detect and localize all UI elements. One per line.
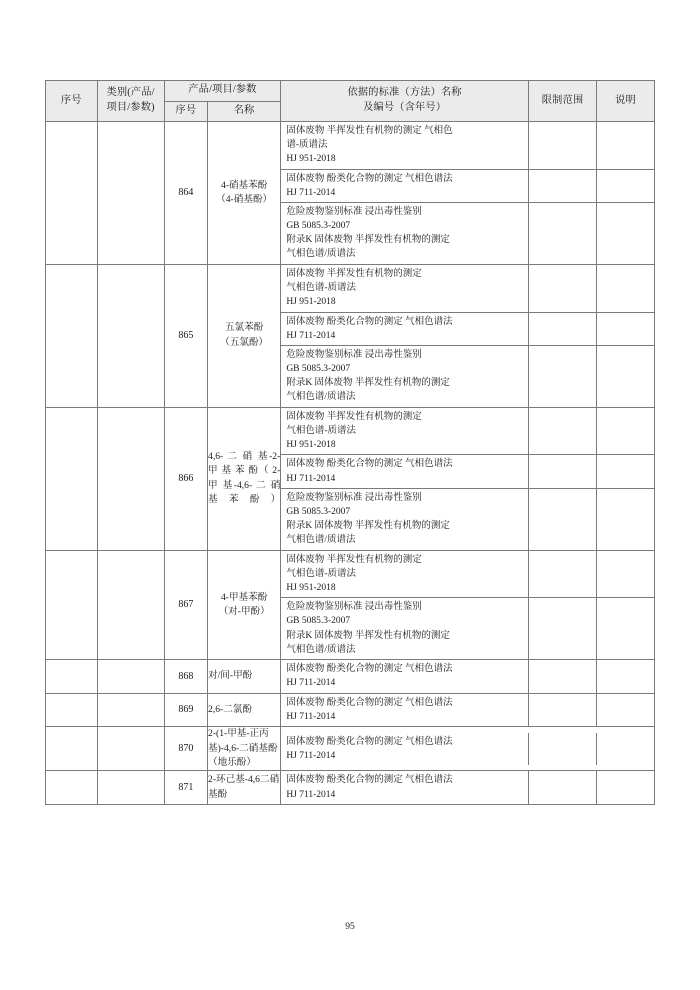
- cell-limit-scope: [528, 771, 596, 804]
- cell-note: [596, 771, 654, 804]
- standard-text-line: 谱-质谱法: [286, 140, 328, 151]
- cell-standards-group: [281, 264, 655, 407]
- standard-text-line: 危险废物鉴别标准 浸出毒性鉴别: [286, 602, 422, 613]
- standard-text-line: 固体废物 半挥发性有机物的测定: [286, 268, 422, 279]
- cell-standard-text: [281, 551, 528, 598]
- table-row: [46, 727, 655, 771]
- cell-standards-group: [281, 407, 655, 550]
- standard-row: [281, 312, 654, 346]
- header-standard: [281, 81, 529, 122]
- cell-limit-scope: [528, 122, 596, 169]
- cell-product-name: 4,6- 二 硝 基-2- 甲 基 苯 酚（ 2- 甲 基-4,6- 二 硝 基苯酚）: [208, 407, 281, 550]
- cell-product-name: 2-环己基-4,6二硝基酚: [208, 771, 281, 805]
- page-number: 95: [345, 922, 355, 932]
- standard-row: [281, 771, 654, 804]
- standard-text-line: 固体废物 酚类化合物的测定 气相色谱法: [286, 459, 453, 470]
- table-row: [46, 264, 655, 407]
- standard-text-line: 气相色谱/质谱法: [286, 535, 356, 546]
- cell-product-seq: 868: [164, 660, 207, 694]
- cell-limit-scope: [528, 265, 596, 312]
- standard-text-line: HJ 711-2014: [286, 711, 336, 722]
- header-note: 说明: [597, 81, 655, 122]
- cell-standard-text: [281, 455, 528, 489]
- standard-text-line: 固体废物 酚类化合物的测定 气相色谱法: [286, 316, 453, 327]
- cell-category: [97, 550, 164, 659]
- cell-standard-text: [281, 265, 528, 312]
- standard-text-line: 固体废物 酚类化合物的测定 气相色谱法: [286, 173, 453, 184]
- product-name-line: （对-甲酚）: [218, 605, 270, 617]
- standard-text-line: 气相色谱/质谱法: [286, 249, 356, 260]
- header-category-line1: 类别(产品/: [106, 87, 155, 99]
- cell-standard-text: [281, 598, 528, 659]
- cell-standards-group: [281, 550, 655, 659]
- cell-product-seq: 871: [164, 771, 207, 805]
- cell-product-name: 2,6-二氯酚: [208, 693, 281, 727]
- standard-text-line: 气相色谱-质谱法: [286, 568, 356, 579]
- standard-text-line: 危险废物鉴别标准 浸出毒性鉴别: [286, 493, 422, 504]
- standards-subtable: [281, 660, 654, 693]
- cell-limit-scope: [528, 455, 596, 489]
- cell-product-seq: 867: [164, 550, 207, 659]
- product-name-line: （4-硝基酚）: [216, 193, 273, 205]
- standard-text-line: 附录K 固体废物 半挥发性有机物的测定: [286, 630, 450, 641]
- cell-note: [596, 551, 654, 598]
- cell-seq: [46, 264, 98, 407]
- cell-standards-group: [281, 122, 655, 265]
- cell-standards-group: [281, 727, 655, 771]
- cell-seq: [46, 771, 98, 805]
- standard-row: [281, 346, 654, 407]
- cell-note: [596, 346, 654, 407]
- standard-row: [281, 169, 654, 203]
- standard-text-line: HJ 951-2018: [286, 297, 336, 308]
- product-name-line: 4-硝基苯酚: [220, 179, 268, 191]
- cell-standard-text: [281, 169, 528, 203]
- cell-seq: [46, 122, 98, 265]
- cell-standards-group: [281, 660, 655, 694]
- header-product-name: 名称: [208, 101, 281, 122]
- table-header-row: [46, 81, 655, 102]
- standard-text-line: GB 5085.3-2007: [286, 507, 351, 518]
- cell-product-seq: 864: [164, 122, 207, 265]
- cell-note: [596, 598, 654, 659]
- cell-standard-text: [281, 771, 528, 804]
- cell-standard-text: [281, 489, 528, 550]
- header-limit-scope: 限制范围: [529, 81, 597, 122]
- cell-standard-text: [281, 733, 528, 766]
- cell-limit-scope: [528, 551, 596, 598]
- cell-product-name: [208, 550, 281, 659]
- standard-text-line: HJ 711-2014: [286, 789, 336, 800]
- cell-standards-group: [281, 771, 655, 805]
- standards-table: [45, 80, 655, 805]
- standard-text-line: 气相色谱-质谱法: [286, 282, 356, 293]
- cell-standard-text: [281, 346, 528, 407]
- table-row: [46, 771, 655, 805]
- cell-limit-scope: [528, 312, 596, 346]
- cell-note: [596, 455, 654, 489]
- cell-standards-group: [281, 693, 655, 727]
- cell-limit-scope: [528, 660, 596, 693]
- standard-text-line: HJ 711-2014: [286, 678, 336, 689]
- cell-standard-text: [281, 122, 528, 169]
- cell-category: [97, 122, 164, 265]
- cell-note: [596, 408, 654, 455]
- standard-text-line: 危险废物鉴别标准 浸出毒性鉴别: [286, 207, 422, 218]
- product-name-line: 五氯苯酚: [224, 322, 264, 334]
- standard-text-line: 固体废物 酚类化合物的测定 气相色谱法: [286, 775, 453, 786]
- standard-text-line: GB 5085.3-2007: [286, 364, 351, 375]
- standards-subtable: [281, 408, 654, 550]
- standard-text-line: 固体废物 酚类化合物的测定 气相色谱法: [286, 664, 453, 675]
- cell-note: [596, 265, 654, 312]
- cell-note: [596, 169, 654, 203]
- standard-row: [281, 122, 654, 169]
- standard-text-line: 气相色谱/质谱法: [286, 392, 356, 403]
- standards-subtable: [281, 122, 654, 264]
- cell-seq: [46, 407, 98, 550]
- standard-text-line: 固体废物 半挥发性有机物的测定: [286, 554, 422, 565]
- cell-category: [97, 693, 164, 727]
- standard-text-line: 附录K 固体废物 半挥发性有机物的测定: [286, 378, 450, 389]
- standard-row: [281, 455, 654, 489]
- table-row: [46, 660, 655, 694]
- header-standard-line1: 依据的标准（方法）名称: [347, 87, 462, 99]
- cell-limit-scope: [528, 489, 596, 550]
- cell-standard-text: [281, 312, 528, 346]
- header-category: [97, 81, 164, 122]
- standard-text-line: HJ 951-2018: [286, 439, 336, 450]
- cell-category: [97, 727, 164, 771]
- cell-note: [596, 694, 654, 727]
- cell-seq: [46, 693, 98, 727]
- standards-subtable: [281, 551, 654, 659]
- standard-row: [281, 489, 654, 550]
- cell-standard-text: [281, 660, 528, 693]
- standard-text-line: HJ 951-2018: [286, 154, 336, 165]
- header-product-group: 产品/项目/参数: [164, 81, 281, 102]
- cell-note: [596, 312, 654, 346]
- cell-note: [596, 489, 654, 550]
- header-product-seq: 序号: [164, 101, 207, 122]
- cell-category: [97, 771, 164, 805]
- cell-note: [596, 733, 654, 766]
- standard-text-line: 固体废物 半挥发性有机物的测定 气相色: [286, 126, 453, 136]
- standards-subtable: [281, 771, 654, 804]
- table-row: [46, 407, 655, 550]
- standard-row: [281, 408, 654, 455]
- table-row: [46, 122, 655, 265]
- cell-product-name: [208, 122, 281, 265]
- standard-text-line: 气相色谱/质谱法: [286, 644, 356, 655]
- table-body: [46, 122, 655, 805]
- cell-category: [97, 264, 164, 407]
- header-category-line2: 项目/参数): [106, 102, 155, 113]
- cell-note: [596, 122, 654, 169]
- cell-product-name: 对/间-甲酚: [208, 660, 281, 694]
- standard-row: [281, 551, 654, 598]
- cell-seq: [46, 727, 98, 771]
- cell-seq: [46, 550, 98, 659]
- standards-subtable: [281, 733, 654, 766]
- cell-product-name: [208, 264, 281, 407]
- cell-limit-scope: [528, 694, 596, 727]
- cell-product-seq: 866: [164, 407, 207, 550]
- cell-note: [596, 203, 654, 264]
- cell-standard-text: [281, 408, 528, 455]
- standard-text-line: 固体废物 酚类化合物的测定 气相色谱法: [286, 736, 453, 747]
- standard-row: [281, 694, 654, 727]
- cell-limit-scope: [528, 408, 596, 455]
- cell-product-seq: 870: [164, 727, 207, 771]
- cell-category: [97, 660, 164, 694]
- product-name-line: （五氯酚）: [220, 336, 269, 348]
- standard-text-line: 附录K 固体废物 半挥发性有机物的测定: [286, 235, 450, 246]
- standard-row: [281, 265, 654, 312]
- standard-text-line: GB 5085.3-2007: [286, 616, 351, 627]
- header-standard-line2: 及编号（含年号）: [363, 102, 447, 113]
- standard-text-line: HJ 711-2014: [286, 473, 336, 484]
- cell-standard-text: [281, 694, 528, 727]
- standards-subtable: [281, 265, 654, 407]
- standard-text-line: 固体废物 半挥发性有机物的测定: [286, 411, 422, 422]
- standard-row: [281, 203, 654, 264]
- product-name-line: 4-甲基苯酚: [220, 591, 268, 603]
- cell-note: [596, 660, 654, 693]
- standard-text-line: 气相色谱-质谱法: [286, 425, 356, 436]
- standard-row: [281, 660, 654, 693]
- table-header: [46, 81, 655, 122]
- cell-limit-scope: [528, 598, 596, 659]
- standard-text-line: 附录K 固体废物 半挥发性有机物的测定: [286, 521, 450, 532]
- standards-table-container: [45, 80, 655, 805]
- standard-text-line: GB 5085.3-2007: [286, 221, 351, 232]
- cell-product-seq: 865: [164, 264, 207, 407]
- cell-category: [97, 407, 164, 550]
- cell-limit-scope: [528, 346, 596, 407]
- standard-row: [281, 598, 654, 659]
- standard-text-line: HJ 951-2018: [286, 582, 336, 593]
- cell-limit-scope: [528, 733, 596, 766]
- standard-text-line: HJ 711-2014: [286, 750, 336, 761]
- standard-text-line: 危险废物鉴别标准 浸出毒性鉴别: [286, 350, 422, 361]
- table-row: [46, 550, 655, 659]
- table-row: [46, 693, 655, 727]
- cell-limit-scope: [528, 203, 596, 264]
- standard-text-line: HJ 711-2014: [286, 187, 336, 198]
- cell-product-seq: 869: [164, 693, 207, 727]
- cell-seq: [46, 660, 98, 694]
- cell-standard-text: [281, 203, 528, 264]
- standard-row: [281, 733, 654, 766]
- standard-text-line: HJ 711-2014: [286, 330, 336, 341]
- standards-subtable: [281, 694, 654, 727]
- standard-text-line: 固体废物 酚类化合物的测定 气相色谱法: [286, 697, 453, 708]
- cell-product-name: 2-(1-甲基-正丙基)-4,6-二硝基酚（地乐酚）: [208, 727, 281, 771]
- cell-limit-scope: [528, 169, 596, 203]
- header-seq: 序号: [46, 81, 98, 122]
